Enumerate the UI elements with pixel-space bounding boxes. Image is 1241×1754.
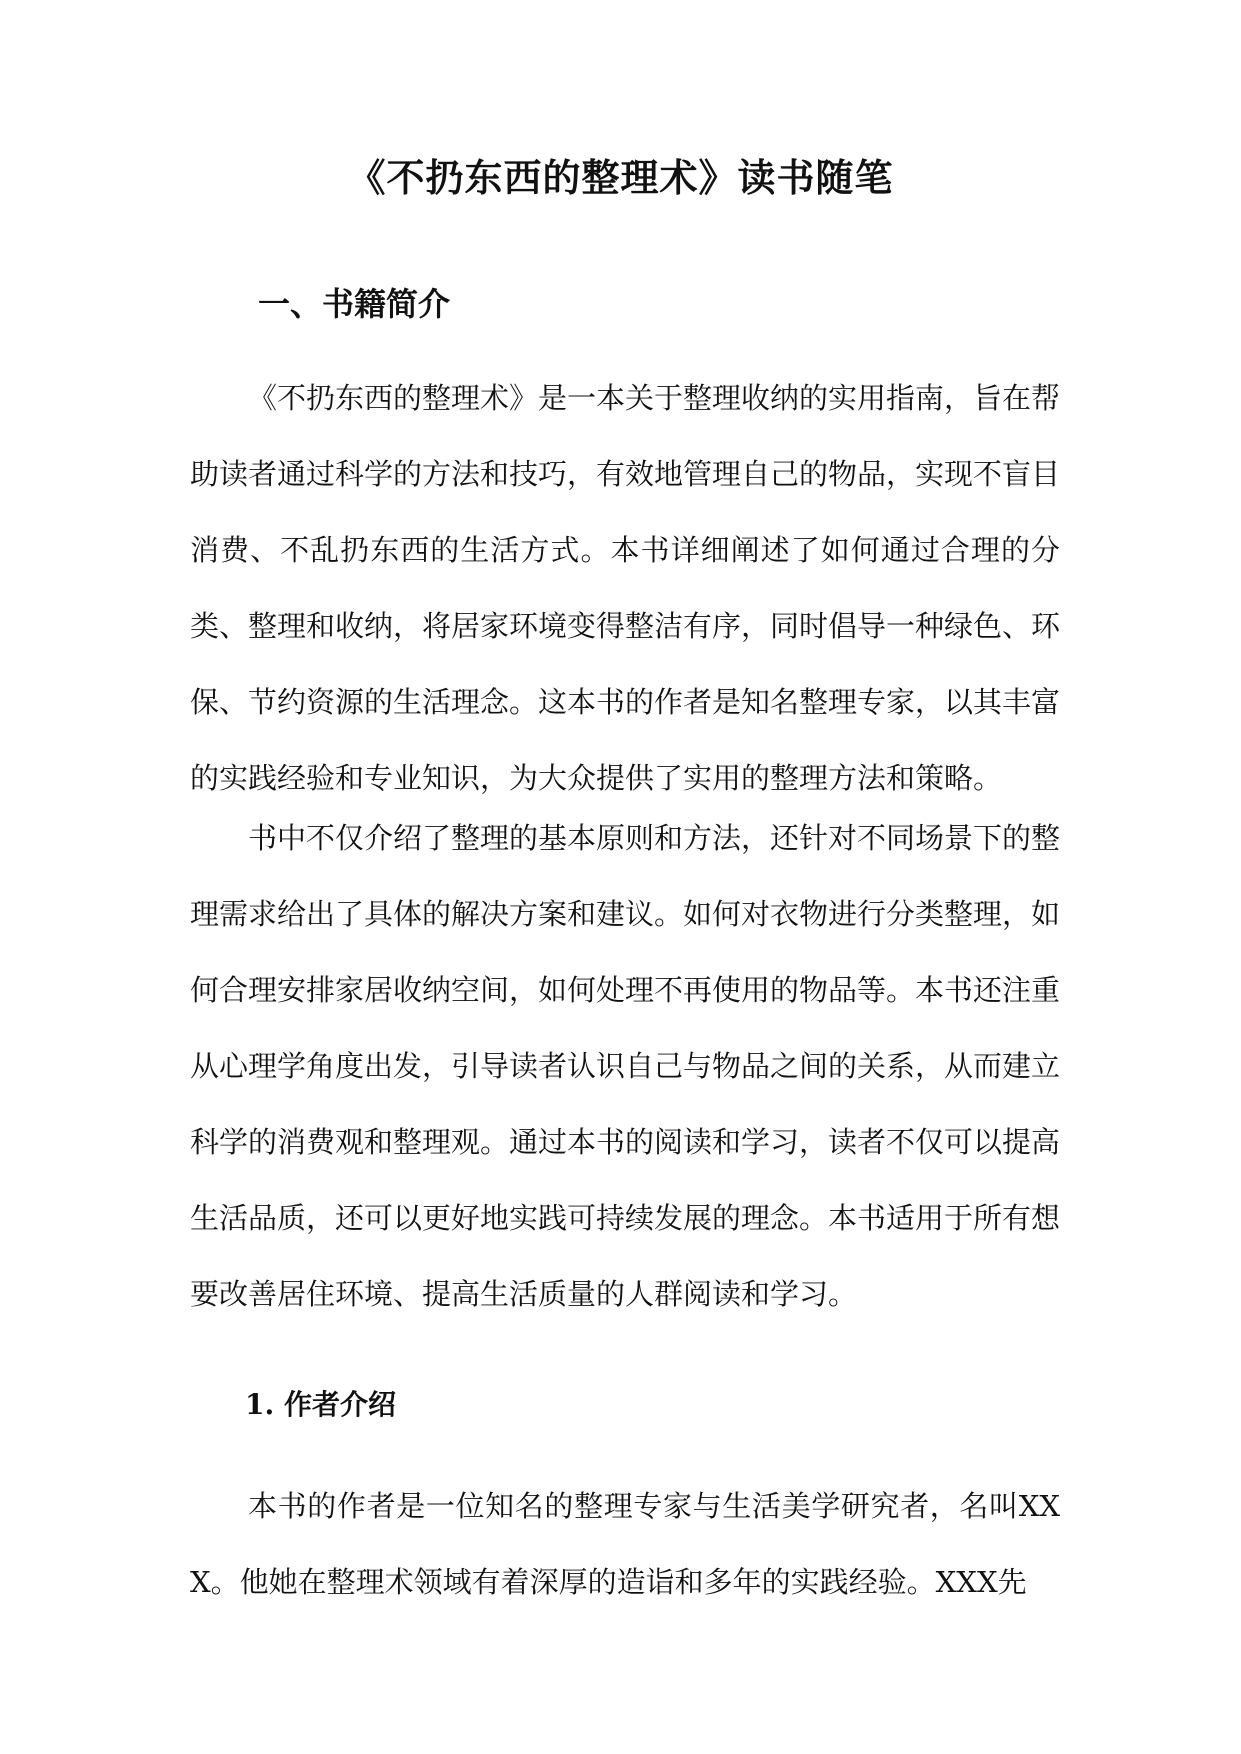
paragraph-book-intro-2: 书中不仅介绍了整理的基本原则和方法，还针对不同场景下的整理需求给出了具体的解决方案和建议。如何对衣物进行分类整理，如何合理安排家居收纳空间，如何处理不再使用的物品等。本书还注重从心理学角度出发，引导读者认识自己与物品之间的关系，从而建立科学的消费观和整理观。通过本书的阅读和学习，读者不仅可以提高生活品质，还可以更好地实践可持续发展的理念。本书适用于所有想要改善居住环境、提高生活质量的人群阅读和学习。 <box>190 821 1061 1311</box>
paragraph-author-intro-1: 本书的作者是一位知名的整理专家与生活美学研究者，名叫XXX。他她在整理术领域有着深厚的造诣和多年的实践经验。XXX先 <box>190 1489 1060 1599</box>
paragraph-book-intro-1: 《不扔东西的整理术》是一本关于整理收纳的实用指南，旨在帮助读者通过科学的方法和技巧，有效地管理自己的物品，实现不盲目消费、不乱扔东西的生活方式。本书详细阐述了如何通过合理的分类、整理和收纳，将居家环境变得整洁有序，同时倡导一种绿色、环保、节约资源的生活理念。这本书的作者是知名整理专家，以其丰富的实践经验和专业知识，为大众提供了实用的整理方法和策略。 <box>190 381 1061 795</box>
section-heading-book-intro: 一、书籍简介 <box>258 285 451 323</box>
document-title: 《不扔东西的整理术》读书随笔 <box>347 155 894 200</box>
subsection-heading-author-intro: 1. 作者介绍 <box>245 1388 396 1421</box>
